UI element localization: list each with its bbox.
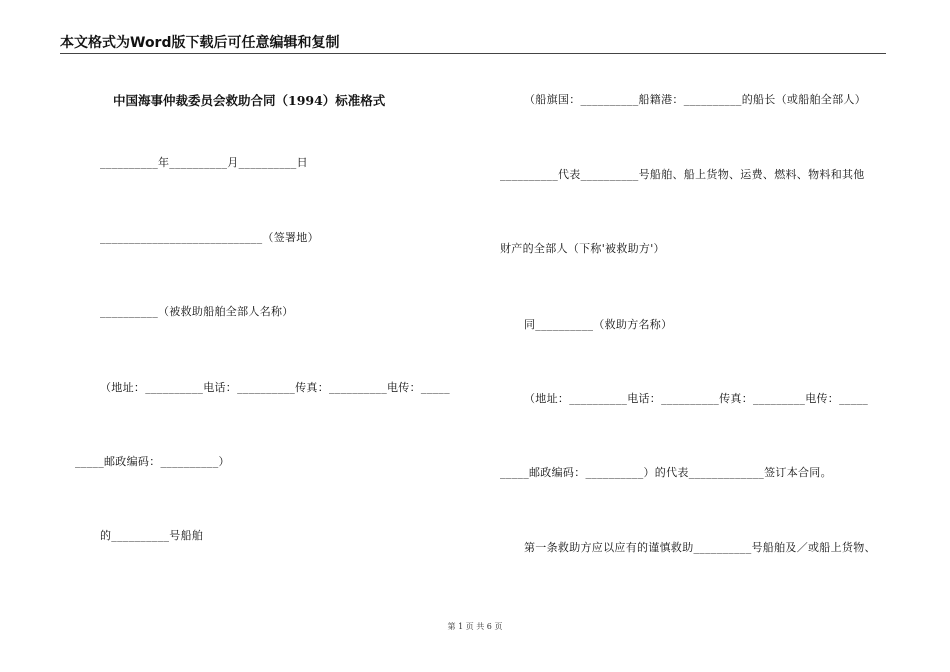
- date-line: __________年__________月__________日: [100, 156, 308, 169]
- document-title: 中国海事仲裁委员会救助合同（1994）标准格式: [113, 93, 386, 108]
- owner-postcode-line: _____邮政编码：__________）: [75, 455, 230, 468]
- salvor-postcode-line: _____邮政编码：__________）的代表_____________签订本合同。: [500, 466, 832, 479]
- salvor-address-line: （地址：__________电话：__________传真：_________电传：_____: [524, 392, 869, 405]
- header-text: 本文格式为Word版下载后可任意编辑和复制: [60, 35, 340, 51]
- salved-owner-line: __________（被救助船舶全部人名称）: [100, 305, 294, 318]
- salvor-name-line: 同__________（救助方名称）: [524, 318, 673, 331]
- owner-address-line: （地址：__________电话：__________传真：__________电传：_____: [100, 381, 450, 394]
- salved-party-line: 财产的全部人（下称'被救助方'）: [500, 242, 665, 255]
- page-header: [60, 34, 886, 54]
- page-number: 第 1 页 共 6 页: [447, 622, 503, 631]
- representative-line: __________代表__________号船舶、船上货物、运费、燃料、物料和其他: [500, 168, 865, 181]
- vessel-number-line: 的__________号船舶: [100, 529, 204, 542]
- article-one-line: 第一条救助方应以应有的谨慎救助__________号船舶及／或船上货物、: [524, 541, 876, 554]
- flag-state-line: （船旗国：__________船籍港：__________的船长（或船舶全部人）: [524, 93, 866, 106]
- signing-place-line: ____________________________（签署地）: [100, 231, 319, 244]
